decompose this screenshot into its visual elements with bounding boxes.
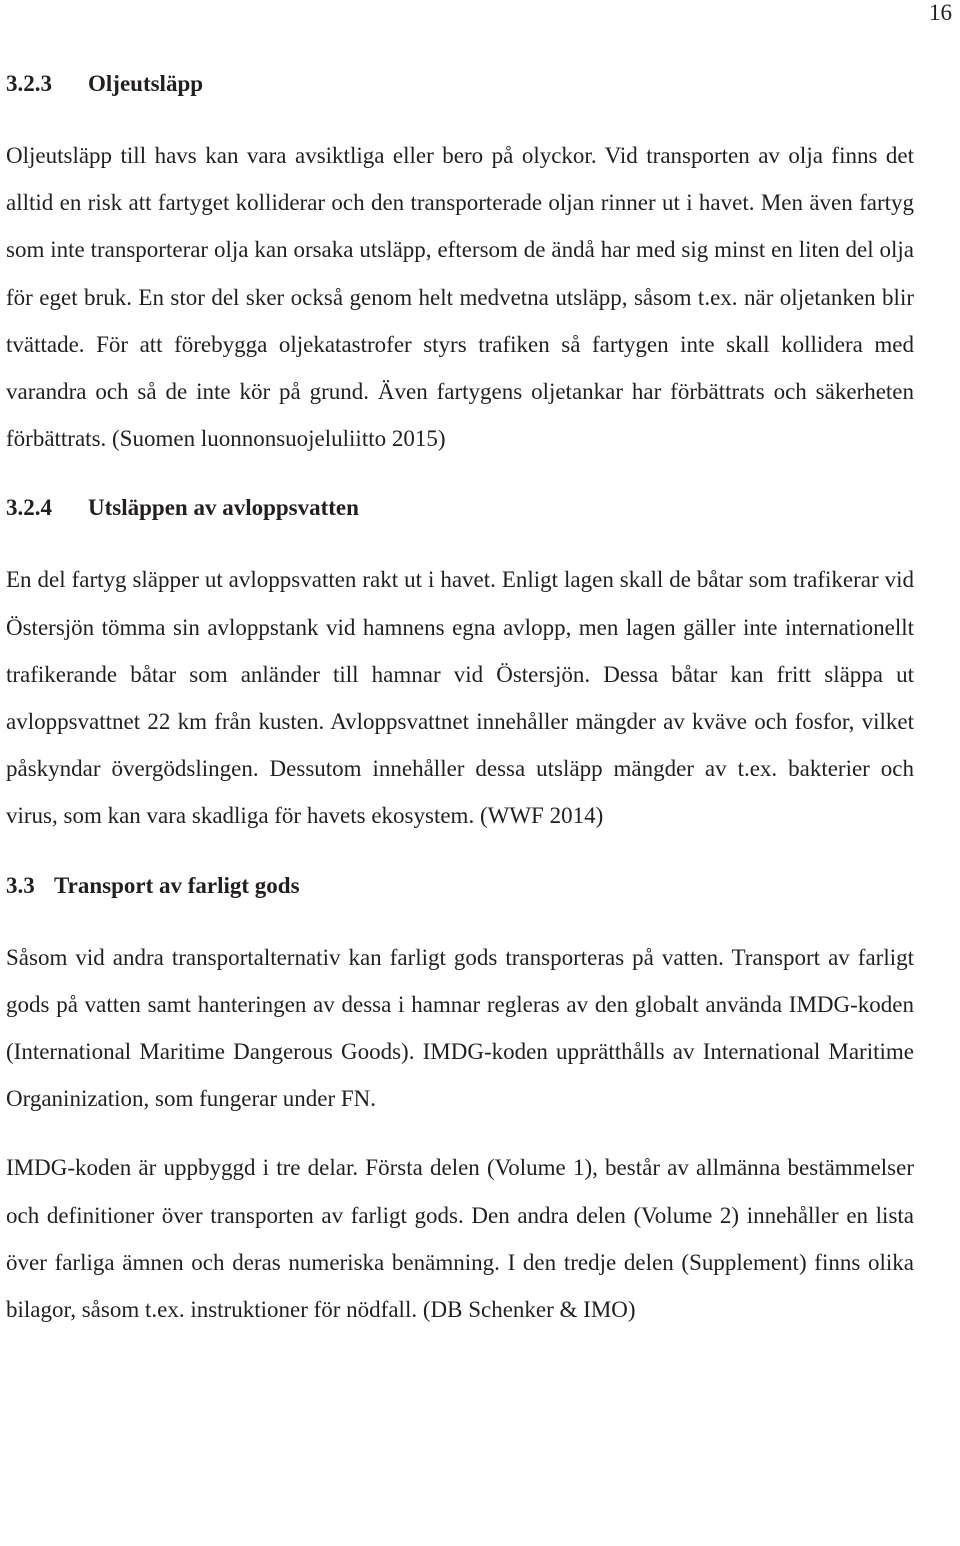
paragraph-farligt-gods-2: IMDG-koden är uppbyggd i tre delar. Första delen (Volume 1), består av allmänna bestämmelser och definitioner över transporten av farligt gods. Den andra delen (Volume 2) innehåller en lista över farliga ämnen och deras numeriska benämning. I den tredje delen (Supplement) finns olika bilagor, såsom t.ex. instruktioner för nödfall. (DB Schenker & IMO) <box>6 1155 914 1323</box>
section-title: Oljeutsläpp <box>88 71 204 96</box>
section-heading-farligt-gods <box>6 862 914 910</box>
paragraph-oljeutslapp: Oljeutsläpp till havs kan vara avsiktliga eller bero på olyckor. Vid transporten av olja finns det alltid en risk att fartyget kolliderar och den transporterade oljan rinner ut i havet. Men även fartyg som inte transporterar olja kan orsaka utsläpp, eftersom de ändå har med sig minst en liten del olja för eget bruk. En stor del sker också genom helt medvetna utsläpp, såsom t.ex. när oljetanken blir tvättade. För att förebygga oljekatastrofer styrs trafiken så fartygen inte skall kollidera med varandra och så de inte kör på grund. Även fartygens oljetankar har förbättrats och säkerheten förbättrats. (Suomen luonnonsuojeluliitto 2015) <box>6 143 914 452</box>
section-heading-oljeutslapp <box>6 60 914 108</box>
section-title: Utsläppen av avloppsvatten <box>88 495 359 521</box>
paragraph-avloppsvatten: En del fartyg släpper ut avloppsvatten rakt ut i havet. Enligt lagen skall de båtar som trafikerar vid Östersjön tömma sin avloppstank vid hamnens egna avlopp, men lagen gäller inte internationellt trafikerande båtar som anländer till hamnar vid Östersjön. Dessa båtar kan fritt släppa ut avloppsvattnet 22 km från kusten. Avloppsvattnet innehåller mängder av kväve och fosfor, vilket påskyndar övergödslingen. Dessutom innehåller dessa utsläpp mängder av t.ex. bakterier och virus, som kan vara skadliga för havets ekosystem. (WWF 2014) <box>6 567 914 829</box>
page-number: 16 <box>929 0 952 25</box>
section-number: 3.2.4 <box>6 495 52 521</box>
section-title: Transport av farligt gods <box>54 872 300 898</box>
paragraph-farligt-gods-1: Såsom vid andra transportalternativ kan farligt gods transporteras på vatten. Transport av farligt gods på vatten samt hanteringen av dessa i hamnar regleras av den globalt använda IMDG-koden (International Maritime Dangerous Goods). IMDG-koden upprätthålls av International Maritime Organinization, som fungerar under FN. <box>6 944 914 1112</box>
section-number: 3.2.3 <box>6 71 52 96</box>
document-body <box>6 60 914 1333</box>
section-heading-avloppsvatten <box>6 484 914 532</box>
section-number: 3.3 <box>6 872 35 898</box>
